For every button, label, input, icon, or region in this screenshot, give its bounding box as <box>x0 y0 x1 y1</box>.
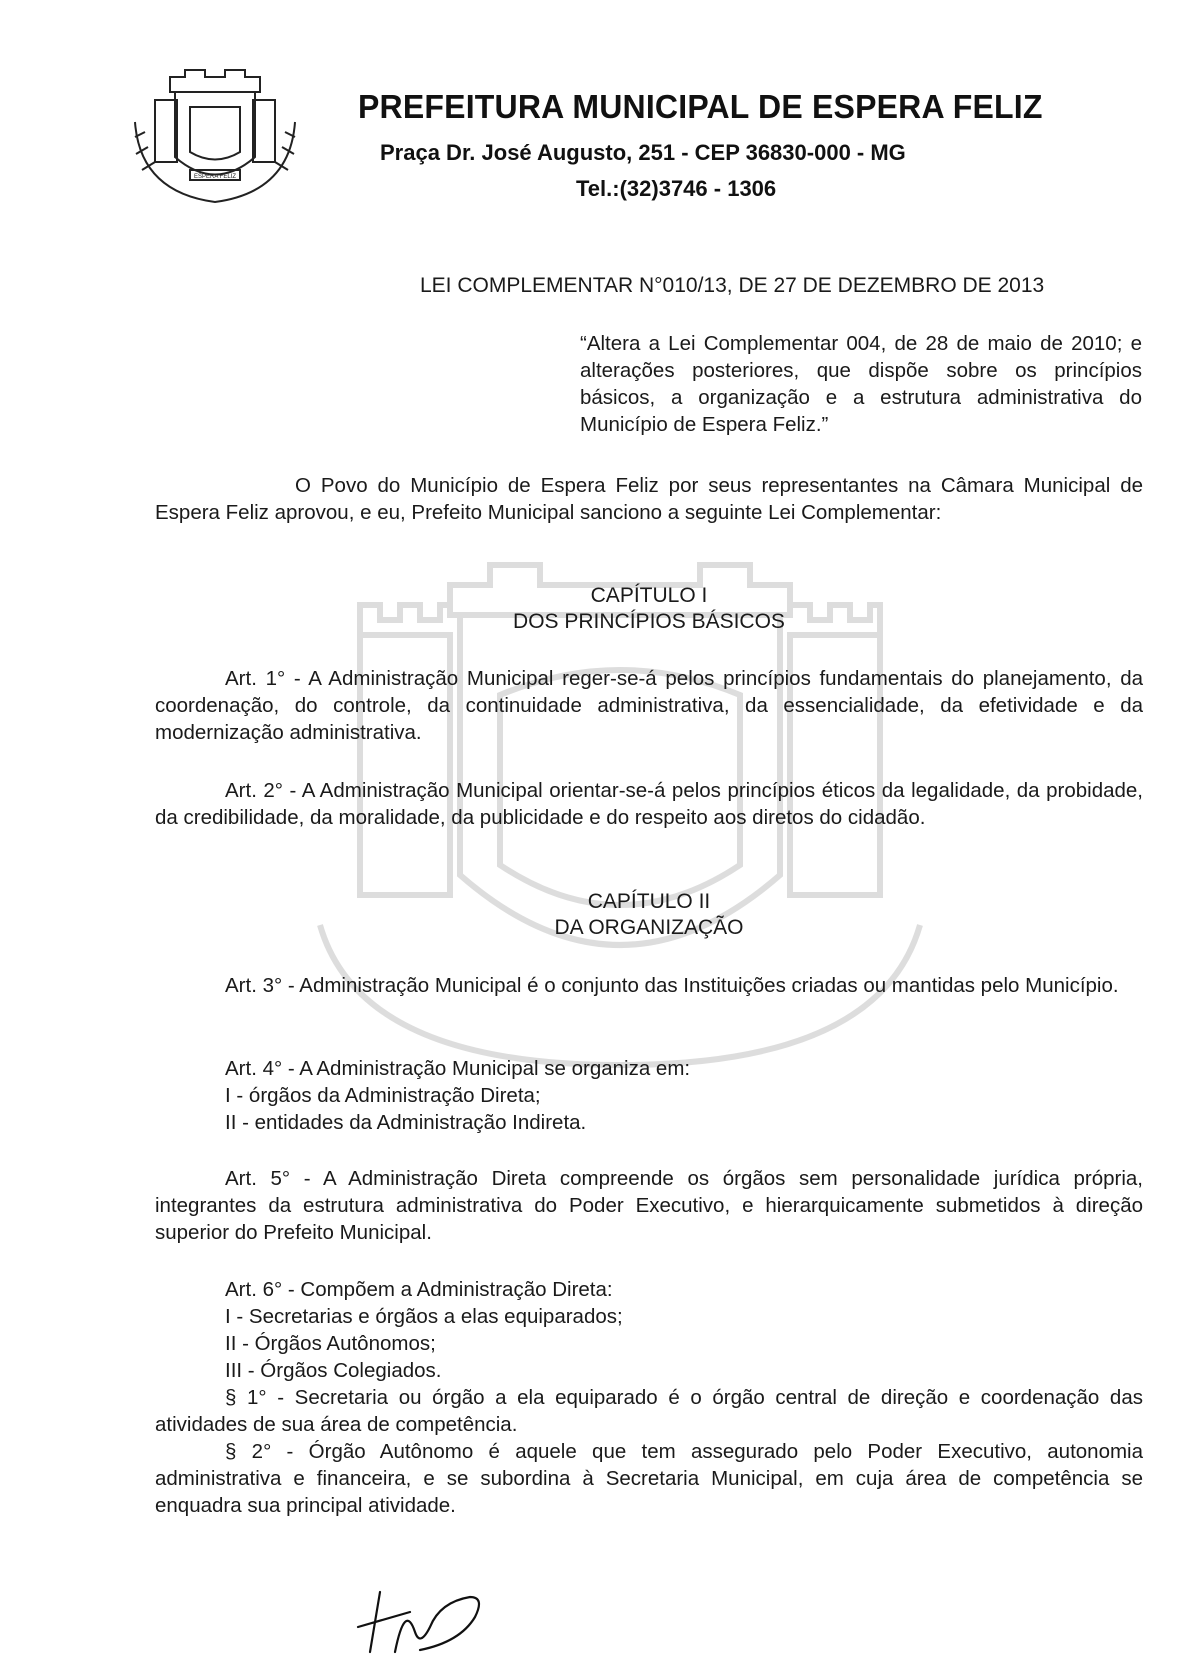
article-1: Art. 1° - A Administração Municipal reger-se-á pelos princípios fundamentais do planejamento, da coordenação, do controle, da continuidade administrativa, da essencialidade, da efetividade e da modernização administrativa. <box>155 667 1143 744</box>
header-title: PREFEITURA MUNICIPAL DE ESPERA FELIZ <box>358 88 1043 125</box>
signature-initials-icon <box>350 1572 490 1657</box>
chapter1-heading: CAPÍTULO I <box>590 584 708 607</box>
article-5: Art. 5° - A Administração Direta compreende os órgãos sem personalidade jurídica própria, integrantes da estrutura administrativa do Poder Executivo, e hierarquicamente submetidos à direção superior do Prefeito Municipal. <box>155 1167 1143 1244</box>
law-title: LEI COMPLEMENTAR N°010/13, DE 27 DE DEZEMBRO DE 2013 <box>420 274 1045 297</box>
article-6-item: II - Órgãos Autônomos; <box>225 1332 436 1355</box>
article-6-item: III - Órgãos Colegiados. <box>225 1359 442 1382</box>
article-4-caput: Art. 4° - A Administração Municipal se organiza em: <box>225 1057 691 1080</box>
chapter2-subheading: DA ORGANIZAÇÃO <box>554 916 744 939</box>
article-6-paragraph-1: § 1° - Secretaria ou órgão a ela equiparado é o órgão central de direção e coordenação das atividades de sua área de competência. <box>155 1386 1143 1436</box>
article-3: Art. 3° - Administração Municipal é o conjunto das Instituições criadas ou mantidas pelo Município. <box>225 974 1119 997</box>
article-6-paragraph-2: § 2° - Órgão Autônomo é aquele que tem assegurado pelo Poder Executivo, autonomia administrativa e financeira, e se subordina à Secretaria Municipal, em cuja área de competência se enquadra sua principal atividade. <box>155 1440 1143 1517</box>
article-6-caput: Art. 6° - Compõem a Administração Direta: <box>225 1278 613 1301</box>
header-phone: Tel.:(32)3746 - 1306 <box>576 176 777 201</box>
article-4-item: I - órgãos da Administração Direta; <box>225 1084 541 1107</box>
article-4-item: II - entidades da Administração Indireta. <box>225 1111 587 1134</box>
crest-text: ESPERA FELIZ <box>193 174 237 180</box>
chapter2-heading: CAPÍTULO II <box>587 890 711 913</box>
municipal-crest-icon <box>130 62 300 212</box>
header-address: Praça Dr. José Augusto, 251 - CEP 36830-000 - MG <box>380 140 906 165</box>
preamble: O Povo do Município de Espera Feliz por seus representantes na Câmara Municipal de Espera Feliz aprovou, e eu, Prefeito Municipal sanciono a seguinte Lei Complementar: <box>155 474 1143 524</box>
law-ementa: “Altera a Lei Complementar 004, de 28 de maio de 2010; e alterações posteriores, que dispõe sobre os princípios básicos, a organização e a estrutura administrativa do Município de Espera Feliz.” <box>580 332 1142 436</box>
article-6-item: I - Secretarias e órgãos a elas equiparados; <box>225 1305 623 1328</box>
article-2: Art. 2° - A Administração Municipal orientar-se-á pelos princípios éticos da legalidade, da probidade, da credibilidade, da moralidade, da publicidade e do respeito aos diretos do cidadão. <box>155 779 1143 829</box>
chapter1-subheading: DOS PRINCÍPIOS BÁSICOS <box>513 610 785 633</box>
